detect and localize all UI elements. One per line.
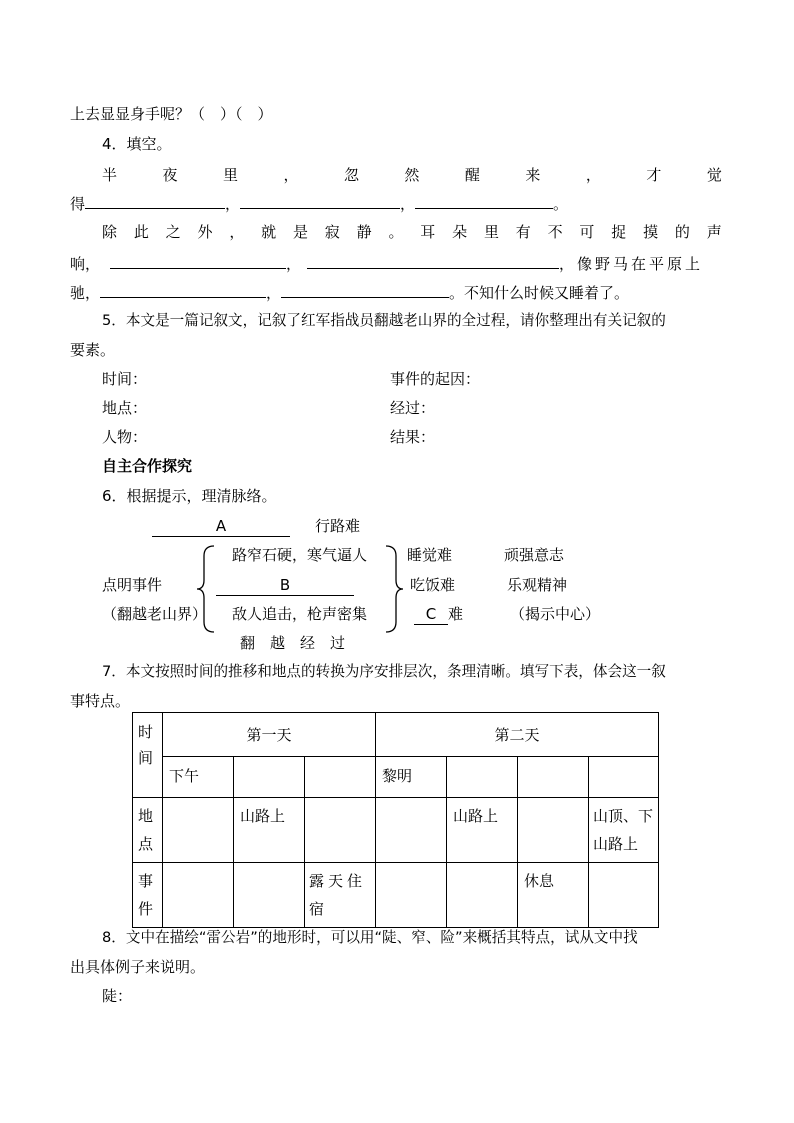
q4-line-5 <box>70 282 629 303</box>
answer-blank[interactable] <box>281 282 449 298</box>
eat-hard: 吃饭难 <box>410 576 456 594</box>
q4-line4-end: ，像野马在平原上 <box>559 255 704 273</box>
c-hard-suffix: 难 <box>448 605 464 623</box>
spread-char: ， <box>585 166 601 184</box>
separator: ， <box>286 255 302 273</box>
spread-char: 里 <box>483 223 499 241</box>
spread-char: 里 <box>222 166 238 184</box>
spread-char: 觉 <box>706 166 722 184</box>
spread-char: 是 <box>292 223 308 241</box>
separator: ， <box>266 284 282 302</box>
element-place: 地点： <box>102 399 148 417</box>
q4-line2-start: 得 <box>70 195 86 213</box>
spread-char: 静 <box>356 223 372 241</box>
element-result: 结果： <box>390 428 436 446</box>
answer-blank[interactable] <box>110 253 286 269</box>
spread-char: 摸 <box>643 223 659 241</box>
element-people: 人物： <box>102 428 148 446</box>
c-hard <box>414 604 463 625</box>
right-brace-icon <box>384 544 404 634</box>
question-6-title: 6．根据提示，理清脉络。 <box>102 487 277 505</box>
q4-line5-end: 。不知什么时候又睡着了。 <box>449 284 630 302</box>
spread-char: 外 <box>197 223 213 241</box>
narrow-road: 路窄石硬，寒气逼人 <box>232 546 368 564</box>
question-7-line-2: 事特点。 <box>70 692 131 710</box>
sleep-hard: 睡觉难 <box>407 546 453 564</box>
strong-will: 顽强意志 <box>504 546 565 564</box>
road-hard: 行路难 <box>315 517 361 535</box>
spread-char: 捉 <box>611 223 627 241</box>
spread-char: 然 <box>404 166 420 184</box>
answer-blank[interactable] <box>85 193 225 209</box>
spread-char: 醒 <box>464 166 480 184</box>
question-5-line-2: 要素。 <box>70 341 116 359</box>
table-cell[interactable] <box>305 798 376 863</box>
table-cell[interactable] <box>163 863 234 928</box>
spread-char: 朵 <box>452 223 468 241</box>
q4-line5-start: 驰， <box>70 284 101 302</box>
spread-char: 之 <box>165 223 181 241</box>
table-cell[interactable] <box>589 863 659 928</box>
spread-char: 有 <box>515 223 531 241</box>
question-7-line-1: 7．本文按照时间的推移和地点的转换为序安排层次，条理清晰。填写下表，体会这一叙 <box>102 663 666 680</box>
day-2-header: 第二天 <box>376 713 659 757</box>
spread-char: 可 <box>579 223 595 241</box>
section-title: 自主合作探究 <box>102 457 193 475</box>
blank-b-label: B <box>279 576 291 594</box>
separator: ， <box>225 195 241 213</box>
question-4-title: 4．填空。 <box>102 135 172 153</box>
table-cell[interactable] <box>376 863 447 928</box>
answer-blank[interactable] <box>307 253 559 269</box>
table-cell[interactable] <box>589 757 659 798</box>
place-header: 地点 <box>133 798 163 863</box>
q4-line-1 <box>102 165 722 185</box>
summit-downhill-cell: 山顶、下山路上 <box>589 798 659 863</box>
optimism: 乐观精神 <box>507 576 568 594</box>
spread-char: ， <box>229 223 245 241</box>
day-1-header: 第一天 <box>163 713 376 757</box>
spread-char: 耳 <box>420 223 436 241</box>
spread-char: 声 <box>706 223 722 241</box>
rest-cell: 休息 <box>518 863 589 928</box>
spread-char: 的 <box>674 223 690 241</box>
afternoon-cell: 下午 <box>163 757 234 798</box>
question-3-tail: 上去显显身手呢？（ ）（ ） <box>70 105 273 123</box>
enemy-pursuit: 敌人追击，枪声密集 <box>232 605 368 623</box>
spread-char: ， <box>283 166 299 184</box>
q4-line-4 <box>70 253 703 274</box>
table-cell[interactable] <box>234 757 305 798</box>
table-cell[interactable] <box>234 863 305 928</box>
timeline-table <box>132 712 659 928</box>
q4-line-2 <box>70 193 568 214</box>
question-8-line-1: 8．文中在描绘“雷公岩”的地形时，可以用“陡、窄、险”来概括其特点，试从文中找 <box>102 929 638 946</box>
spread-char: 半 <box>102 166 118 184</box>
mountain-road-cell-1: 山路上 <box>234 798 305 863</box>
element-time: 时间： <box>102 370 148 388</box>
separator: ， <box>400 195 416 213</box>
dawn-cell: 黎明 <box>376 757 447 798</box>
table-cell[interactable] <box>376 798 447 863</box>
spread-char: 才 <box>646 166 662 184</box>
steep-label: 陡： <box>102 987 133 1005</box>
table-cell[interactable] <box>518 757 589 798</box>
event-paren: （翻越老山界） <box>102 605 208 623</box>
spread-char: 忽 <box>343 166 359 184</box>
answer-blank[interactable] <box>415 193 553 209</box>
blank-a[interactable] <box>152 516 290 537</box>
q4-line4-start: 响， <box>70 255 101 273</box>
question-8-line-2: 出具体例子来说明。 <box>70 958 206 976</box>
table-cell[interactable] <box>447 757 518 798</box>
spread-char: 来 <box>525 166 541 184</box>
blank-a-label: A <box>215 517 227 535</box>
answer-blank[interactable] <box>100 282 266 298</box>
element-process: 经过： <box>390 399 436 417</box>
mountain-road-cell-2: 山路上 <box>447 798 518 863</box>
blank-b[interactable] <box>216 575 354 596</box>
table-cell[interactable] <box>305 757 376 798</box>
spread-char: 此 <box>133 223 149 241</box>
blank-c[interactable] <box>414 604 448 625</box>
spread-char: 寂 <box>324 223 340 241</box>
event-header: 事件 <box>133 863 163 928</box>
element-cause: 事件的起因： <box>390 370 481 388</box>
spread-char: 除 <box>102 223 118 241</box>
q4-line-3 <box>102 222 722 242</box>
blank-c-label: C <box>425 605 437 623</box>
q4-line2-end: 。 <box>553 195 569 213</box>
process-label: 翻 越 经 过 <box>240 634 346 652</box>
time-header: 时间 <box>133 713 163 798</box>
reveal-theme: （揭示中心） <box>510 605 601 623</box>
camp-cell: 露天住宿 <box>305 863 376 928</box>
table-cell[interactable] <box>447 863 518 928</box>
point-event: 点明事件 <box>102 576 163 594</box>
spread-char: 。 <box>388 223 404 241</box>
answer-blank[interactable] <box>240 193 400 209</box>
table-cell[interactable] <box>163 798 234 863</box>
spread-char: 不 <box>547 223 563 241</box>
spread-char: 就 <box>261 223 277 241</box>
table-cell[interactable] <box>518 798 589 863</box>
question-5-line-1: 5．本文是一篇记叙文，记叙了红军指战员翻越老山界的全过程，请你整理出有关记叙的 <box>102 312 666 329</box>
spread-char: 夜 <box>162 166 178 184</box>
